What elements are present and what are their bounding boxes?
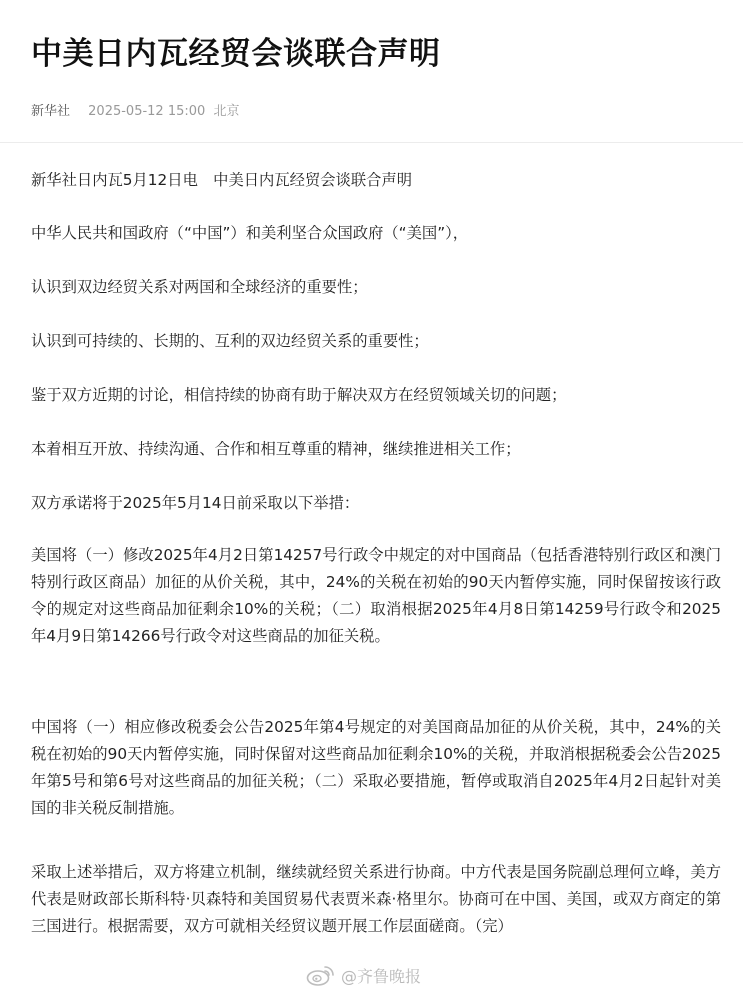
weibo-icon	[306, 963, 336, 987]
article-paragraph: 双方承诺将于2025年5月14日前采取以下举措：	[31, 494, 360, 512]
article-paragraph: 认识到可持续的、长期的、互利的双边经贸关系的重要性；	[31, 332, 429, 350]
article-datetime: 2025-05-12 15:00	[88, 104, 206, 119]
article-paragraph: 美国将（一）修改2025年4月2日第14257号行政令中规定的对中国商品（包括香港特别行政区和澳门特别行政区商品）加征的从价关税，其中，24%的关税在初始的90天内暂停实施，同时保留按该行政令的规定对这些商品加征剩余10%的关税；（二）取消根据2025年4月8日第14259号行政令和2025年4月9日第14266号行政令对这些商品的加征关税。	[31, 546, 721, 645]
article-location: 北京	[213, 104, 240, 119]
article-paragraph: 中华人民共和国政府（“中国”）和美利坚合众国政府（“美国”），	[31, 224, 469, 242]
article-source[interactable]: 新华社	[31, 104, 71, 119]
article-title: 中美日内瓦经贸会谈联合声明	[31, 36, 441, 72]
watermark	[306, 962, 421, 988]
article-paragraph: 采取上述举措后，双方将建立机制，继续就经贸关系进行协商。中方代表是国务院副总理何立峰，美方代表是财政部长斯科特·贝森特和美国贸易代表贾米森·格里尔。协商可在中国、美国，或双方商定的第三国进行。根据需要，双方可就相关经贸议题开展工作层面磋商。（完）	[31, 863, 721, 935]
article-paragraph: 认识到双边经贸关系对两国和全球经济的重要性；	[31, 278, 368, 296]
article-meta	[31, 103, 239, 121]
header-divider	[0, 142, 743, 143]
article-paragraph: 本着相互开放、持续沟通、合作和相互尊重的精神，继续推进相关工作；	[31, 440, 521, 458]
article-paragraph: 鉴于双方近期的讨论，相信持续的协商有助于解决双方在经贸领域关切的问题；	[31, 386, 567, 404]
watermark-text: @齐鲁晚报	[341, 966, 422, 986]
article-paragraph: 中国将（一）相应修改税委会公告2025年第4号规定的对美国商品加征的从价关税，其中，24%的关税在初始的90天内暂停实施，同时保留对这些商品加征剩余10%的关税，并取消根据税委会公告2025年第5号和第6号对这些商品的加征关税；（二）采取必要措施，暂停或取消自2025年4月2日起针对美国的非关税反制措施。	[31, 718, 721, 817]
article-paragraph: 新华社日内瓦5月12日电 中美日内瓦经贸会谈联合声明	[31, 171, 413, 189]
